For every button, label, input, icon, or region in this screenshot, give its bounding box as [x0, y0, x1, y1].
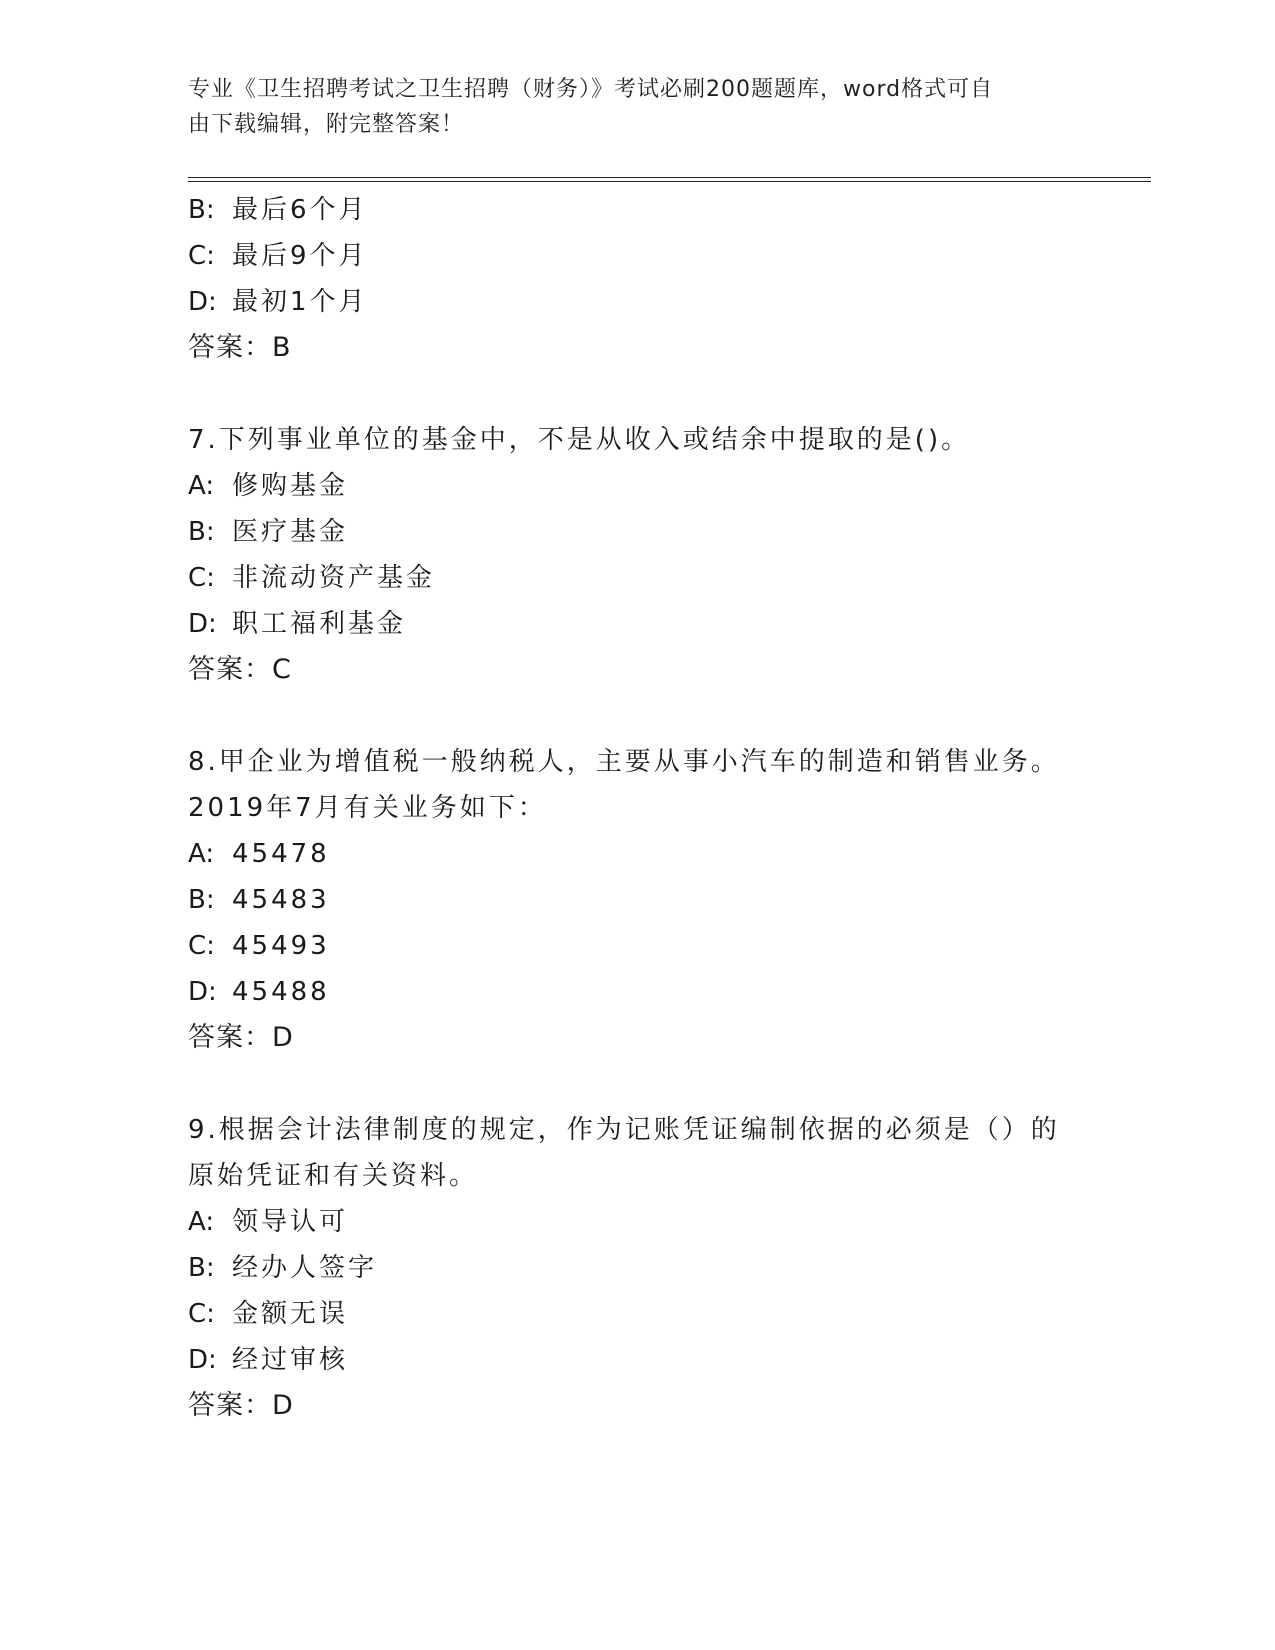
- option-c: C: 最后9个月: [188, 241, 368, 271]
- option-b: B: 医疗基金: [188, 517, 349, 547]
- option-c: C: 金额无误: [188, 1299, 349, 1329]
- option-d: D: 职工福利基金: [188, 609, 407, 639]
- question-block-9: [188, 1107, 1088, 1429]
- spacer: [188, 693, 1088, 739]
- document-header: [188, 72, 1068, 142]
- option-d: D: 经过审核: [188, 1345, 349, 1375]
- option-b: B: 最后6个月: [188, 195, 368, 225]
- option-b: B: 经办人签字: [188, 1253, 378, 1283]
- option-a: A: 领导认可: [188, 1207, 349, 1237]
- answer-line: 答案：D: [188, 1390, 294, 1421]
- option-a: A: 修购基金: [188, 471, 349, 501]
- question-list: [188, 187, 1088, 1429]
- option-d: D: 最初1个月: [188, 287, 368, 317]
- question-block-8: [188, 739, 1088, 1061]
- question-stem: 9.根据会计法律制度的规定，作为记账凭证编制依据的必须是（）的: [188, 1115, 1060, 1145]
- question-block-7: [188, 417, 1088, 693]
- question-stem: 8.甲企业为增值税一般纳税人，主要从事小汽车的制造和销售业务。: [188, 747, 1060, 777]
- header-divider: [188, 177, 1151, 182]
- question-stem: 7.下列事业单位的基金中，不是从收入或结余中提取的是()。: [188, 425, 971, 455]
- option-a: A: 45478: [188, 839, 330, 869]
- spacer: [188, 1061, 1088, 1107]
- option-b: B: 45483: [188, 885, 330, 915]
- option-c: C: 非流动资产基金: [188, 563, 436, 593]
- question-block-6: [188, 187, 1088, 371]
- question-stem-continued: 原始凭证和有关资料。: [188, 1161, 479, 1191]
- option-d: D: 45488: [188, 977, 330, 1007]
- spacer: [188, 371, 1088, 417]
- option-c: C: 45493: [188, 931, 330, 961]
- answer-line: 答案：D: [188, 1022, 294, 1053]
- question-stem-continued: 2019年7月有关业务如下：: [188, 793, 547, 823]
- header-line-1: 专业《卫生招聘考试之卫生招聘（财务）》考试必刷200题题库，word格式可自: [188, 77, 994, 102]
- answer-line: 答案：C: [188, 654, 292, 685]
- header-line-2: 由下载编辑，附完整答案！: [188, 112, 465, 137]
- answer-line: 答案：B: [188, 332, 292, 363]
